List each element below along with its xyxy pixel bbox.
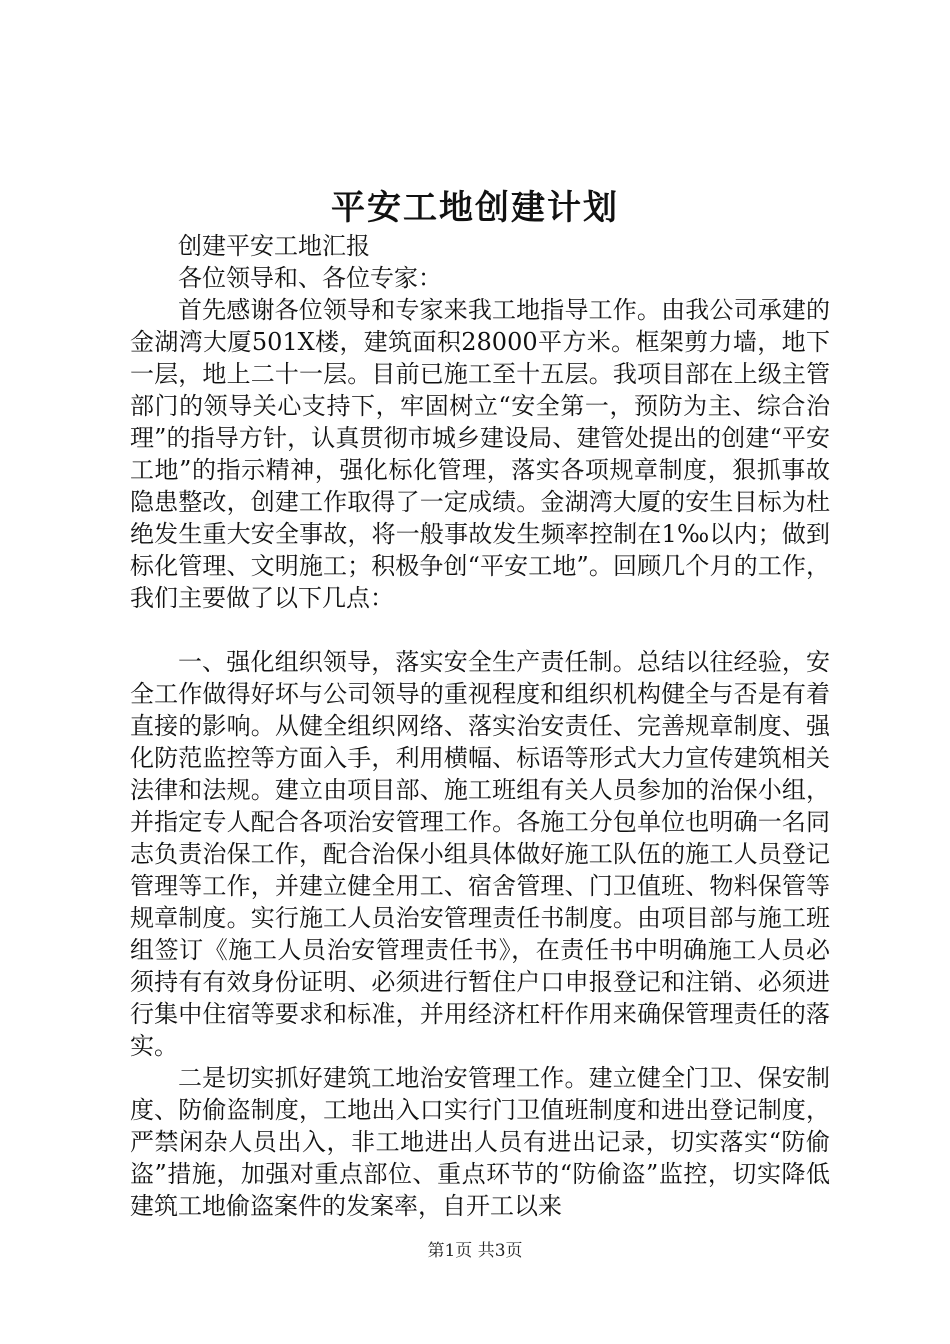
salutation: 各位领导和、各位专家：	[178, 264, 442, 292]
page-number: 第1页 共3页	[427, 1241, 523, 1261]
paragraph-section-2: 二是切实抓好建筑工地治安管理工作。建立健全门卫、保安制度、防偷盗制度，工地出入口实行门卫值班制度和进出登记制度，严禁闲杂人员出入，非工地进出人员有进出记录，切实落实“防偷盗”措施，加强对重点部位、重点环节的“防偷盗”监控，切实降低建筑工地偷盗案件的发案率，自开工以来	[130, 1064, 830, 1220]
document-body	[130, 230, 830, 1222]
paragraph-section-1: 一、强化组织领导，落实安全生产责任制。总结以往经验，安全工作做得好坏与公司领导的重视程度和组织机构健全与否是有着直接的影响。从健全组织网络、落实治安责任、完善规章制度、强化防范监控等方面入手，利用横幅、标语等形式大力宣传建筑相关法律和法规。建立由项目部、施工班组有关人员参加的治保小组，并指定专人配合各项治安管理工作。各施工分包单位也明确一名同志负责治保工作，配合治保小组具体做好施工队伍的施工人员登记管理等工作，并建立健全用工、宿舍管理、门卫值班、物料保管等规章制度。实行施工人员治安管理责任书制度。由项目部与施工班组签订《施工人员治安管理责任书》，在责任书中明确施工人员必须持有有效身份证明、必须进行暂住户口申报登记和注销、必须进行集中住宿等要求和标准，并用经济杠杆作用来确保管理责任的落实。	[130, 648, 830, 1060]
report-heading: 创建平安工地汇报	[178, 232, 370, 260]
paragraph-intro: 首先感谢各位领导和专家来我工地指导工作。由我公司承建的金湖湾大厦501X楼，建筑面积28000平方米。框架剪力墙，地下一层，地上二十一层。目前已施工至十五层。我项目部在上级主管部门的领导关心支持下，牢固树立“安全第一，预防为主、综合治理”的指导方针，认真贯彻市城乡建设局、建管处提出的创建“平安工地”的指示精神，强化标化管理，落实各项规章制度，狠抓事故隐患整改，创建工作取得了一定成绩。金湖湾大厦的安生目标为杜绝发生重大安全事故，将一般事故发生频率控制在1‰以内；做到标化管理、文明施工；积极争创“平安工地”。回顾几个月的工作，我们主要做了以下几点：	[130, 296, 830, 612]
document-title: 平安工地创建计划	[331, 188, 619, 228]
paragraph-gap	[130, 614, 830, 646]
